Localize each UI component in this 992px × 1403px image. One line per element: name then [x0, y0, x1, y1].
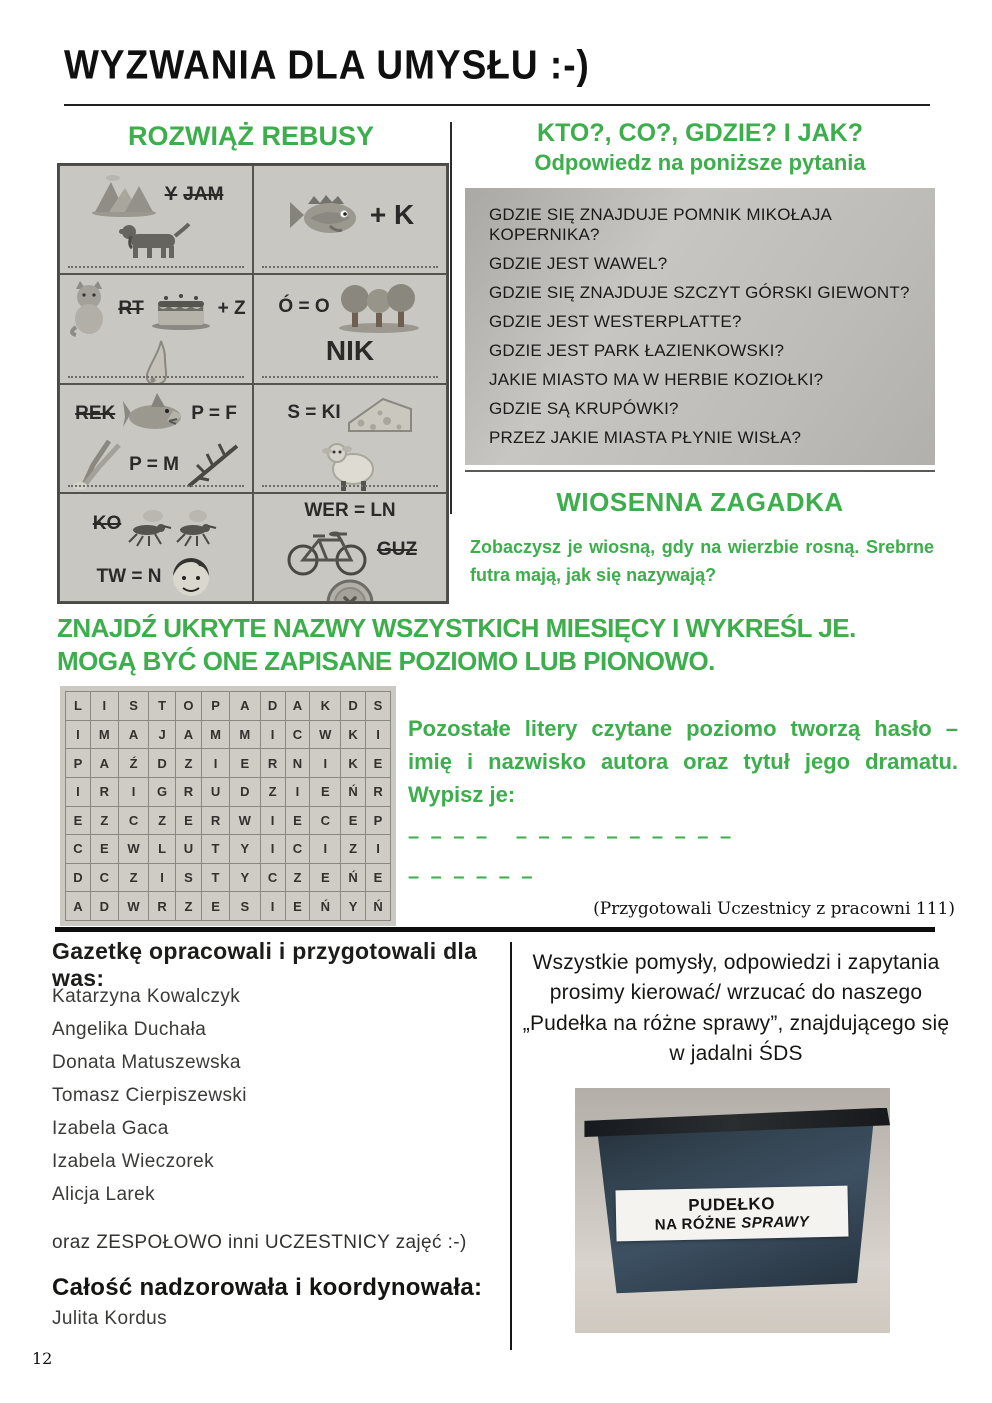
question-item: GDZIE JEST WESTERPLATTE? — [489, 311, 742, 331]
wordsearch-letter: Y — [341, 892, 366, 921]
wordsearch-letter: I — [202, 749, 230, 778]
wordsearch-letter: Ń — [310, 892, 341, 921]
wordsearch-letter: I — [285, 777, 310, 806]
wordsearch-letter: C — [285, 835, 310, 864]
wordsearch-letter: U — [202, 777, 230, 806]
footer-divider — [55, 927, 935, 932]
wordsearch-letter: Y — [229, 863, 260, 892]
rebus-text: Ó = O — [278, 296, 330, 318]
wordsearch-letter: P — [366, 806, 391, 835]
rebus-cell-3-left — [59, 384, 253, 493]
box-label — [615, 1186, 848, 1242]
rebus-text: + K — [369, 198, 415, 230]
wordsearch-letter: Ń — [341, 863, 366, 892]
shark-icon — [121, 391, 185, 437]
riddle-title: WIOSENNA ZAGADKA — [556, 487, 844, 517]
page-title: WYZWANIA DLA UMYSŁU :-) — [64, 42, 590, 88]
wordsearch-letter: E — [285, 892, 310, 921]
wordsearch-letter: E — [202, 892, 230, 921]
cake-icon — [150, 287, 212, 331]
wordsearch-letter: P — [66, 749, 91, 778]
wordsearch-letter: P — [202, 692, 230, 721]
wordsearch-letter: K — [341, 749, 366, 778]
bicycle-icon — [283, 524, 371, 576]
wordsearch-letter: D — [260, 692, 285, 721]
credit-name: Izabela Wieczorek — [52, 1151, 215, 1172]
rebus-text: WER = LN — [304, 499, 396, 521]
question-item: GDZIE SIĘ ZNAJDUJE SZCZYT GÓRSKI GIEWONT? — [489, 282, 910, 302]
wordsearch-letter: T — [149, 692, 175, 721]
wordsearch-letter: G — [149, 777, 175, 806]
face-icon — [167, 550, 215, 602]
rebus-answer-line — [262, 376, 438, 378]
coordinator-name: Julita Kordus — [52, 1308, 168, 1329]
cat-icon — [66, 281, 112, 337]
wordsearch-letter: Z — [175, 892, 201, 921]
wordsearch-letter: E — [285, 806, 310, 835]
rebus-answer-line — [68, 376, 244, 378]
ideas-box-photo — [575, 1088, 890, 1333]
wordsearch-letter: E — [341, 806, 366, 835]
wordsearch-letter: A — [118, 720, 149, 749]
title-divider — [64, 104, 930, 106]
wordsearch-letter: L — [66, 692, 91, 721]
rebus-text: + Z — [217, 298, 246, 320]
answer-blank-line-1: – – – – – – – – – – – – – – — [408, 826, 735, 848]
rebus-answer-line — [262, 266, 438, 268]
wordsearch-letter: Ź — [118, 749, 149, 778]
branch-icon — [185, 440, 243, 490]
wordsearch-letter: C — [260, 863, 285, 892]
wordsearch-letter: M — [90, 720, 118, 749]
wordsearch-letter: M — [229, 720, 260, 749]
rebus-grid — [57, 163, 449, 604]
wordsearch-letter: I — [66, 777, 91, 806]
wordsearch-letter: I — [260, 720, 285, 749]
wordsearch-heading-line2: MOGĄ BYĆ ONE ZAPISANE POZIOMO LUB PIONOWO. — [57, 646, 715, 676]
wordsearch-letter: C — [285, 720, 310, 749]
wordsearch-row — [66, 892, 391, 921]
wordsearch-letter: W — [118, 835, 149, 864]
wordsearch-letter: E — [310, 777, 341, 806]
wordsearch-letter: D — [149, 749, 175, 778]
wordsearch-letter: I — [66, 720, 91, 749]
box-label-line2 — [620, 1213, 844, 1235]
wordsearch-row — [66, 863, 391, 892]
credit-name: Katarzyna Kowalczyk — [52, 986, 241, 1007]
credits-heading: Gazetkę opracowali i przygotowali dla was: — [52, 938, 478, 991]
column-divider — [450, 122, 452, 514]
wordsearch-letter: D — [341, 692, 366, 721]
rebus-cell-3-right — [253, 384, 447, 493]
wordsearch-letter: E — [310, 863, 341, 892]
wordsearch-letter: O — [175, 692, 201, 721]
wordsearch-letter: T — [202, 863, 230, 892]
wordsearch-letter: D — [229, 777, 260, 806]
wordsearch-letter: I — [366, 835, 391, 864]
wordsearch-letter: I — [260, 835, 285, 864]
wordsearch-letter: W — [310, 720, 341, 749]
workshop-credit: (Przygotowali Uczestnicy z pracowni 111) — [593, 899, 955, 919]
mountains-icon — [89, 172, 159, 218]
fish-icon — [286, 190, 364, 240]
rebus-text: TW = N — [96, 565, 162, 587]
rebus-struck-text: JAM — [183, 184, 224, 205]
wordsearch-letter: S — [366, 692, 391, 721]
wordsearch-letter: Z — [341, 835, 366, 864]
question-item: PRZEZ JAKIE MIASTA PŁYNIE WISŁA? — [489, 428, 802, 448]
wordsearch-letter: E — [175, 806, 201, 835]
rebus-text: P = M — [129, 453, 179, 475]
credit-name: Alicja Larek — [52, 1184, 156, 1205]
questions-subtitle: Odpowiedz na poniższe pytania — [534, 150, 866, 175]
question-item: GDZIE SIĘ ZNAJDUJE POMNIK MIKOŁAJA KOPERNIKA? — [489, 204, 832, 244]
wordsearch-letter: N — [285, 749, 310, 778]
rebus-struck-text: RT — [118, 298, 144, 320]
wordsearch-letter: E — [66, 806, 91, 835]
button-icon — [325, 578, 375, 602]
wordsearch-row — [66, 835, 391, 864]
wordsearch-letter: Z — [90, 806, 118, 835]
wordsearch-letter: A — [229, 692, 260, 721]
coordinator-heading: Całość nadzorowała i koordynowała: — [52, 1274, 483, 1301]
question-item: GDZIE JEST WAWEL? — [489, 253, 668, 273]
cheese-icon — [347, 391, 413, 435]
wordsearch-letter: E — [366, 749, 391, 778]
wordsearch-letter: Z — [118, 863, 149, 892]
wordsearch-letter: A — [285, 692, 310, 721]
wordsearch-letter: R — [366, 777, 391, 806]
credits-name-list — [52, 980, 492, 1211]
wordsearch-letter: C — [66, 835, 91, 864]
questions-title: KTO?, CO?, GDZIE? I JAK? — [537, 119, 863, 147]
wordsearch-letter: A — [175, 720, 201, 749]
team-note: oraz ZESPOŁOWO inni UCZESTNICY zajęć :-) — [52, 1232, 467, 1253]
rebus-struck-text: KO — [92, 512, 122, 534]
rebus-cell-4-right — [253, 493, 447, 602]
wordsearch-side-text: Pozostałe litery czytane poziomo tworzą hasło – imię i nazwisko autora oraz tytuł jego dramatu. Wypisz je: — [408, 716, 958, 807]
rebus-answer-line — [68, 266, 244, 268]
wordsearch-letter: C — [118, 806, 149, 835]
wordsearch-letter: K — [310, 692, 341, 721]
wordsearch-letter: Y — [229, 835, 260, 864]
wordsearch-letter: Z — [285, 863, 310, 892]
wordsearch-letter: I — [366, 720, 391, 749]
mosquitoes-icon — [127, 500, 219, 548]
wordsearch-letter: C — [90, 863, 118, 892]
rebus-text: P = F — [191, 402, 237, 424]
rebus-cell-4-left — [59, 493, 253, 602]
wordsearch-letter: W — [118, 892, 149, 921]
rebus-cell-2-right — [253, 274, 447, 383]
rebus-cell-2-left — [59, 274, 253, 383]
dachshund-icon — [117, 220, 195, 262]
wordsearch-letter: R — [260, 749, 285, 778]
question-item: JAKIE MIASTO MA W HERBIE KOZIOŁKI? — [489, 370, 824, 390]
box-label-line2-regular: NA RÓŻNE — [654, 1215, 742, 1235]
wordsearch-letter: U — [175, 835, 201, 864]
question-item: GDZIE SĄ KRUPÓWKI? — [489, 399, 679, 419]
wordsearch-letter: S — [229, 892, 260, 921]
wordsearch-letter: I — [149, 863, 175, 892]
wordsearch-letter: E — [90, 835, 118, 864]
rebus-answer-line — [262, 485, 438, 487]
trees-icon — [336, 281, 422, 333]
wordsearch-letter: M — [202, 720, 230, 749]
wordsearch-letter: W — [229, 806, 260, 835]
wordsearch-letter: R — [175, 777, 201, 806]
wordsearch-letter: I — [90, 692, 118, 721]
wordsearch-letter: E — [366, 863, 391, 892]
rebus-text: NIK — [325, 335, 375, 367]
leek-icon — [69, 439, 123, 491]
wordsearch-letter: I — [260, 892, 285, 921]
wordsearch-row — [66, 692, 391, 721]
wordsearch-letter: S — [118, 692, 149, 721]
questions-list — [465, 188, 935, 465]
box-label-line1: PUDEŁKO — [688, 1194, 776, 1216]
section-divider — [465, 470, 935, 472]
wordsearch-letter: Z — [175, 749, 201, 778]
rebus-text: S = KI — [287, 401, 341, 423]
credit-name: Donata Matuszewska — [52, 1052, 241, 1073]
credit-name: Tomasz Cierpiszewski — [52, 1085, 247, 1106]
wordsearch-letter: D — [90, 892, 118, 921]
answer-blank-line-2: – – – – – – — [408, 866, 536, 888]
credit-name: Izabela Gaca — [52, 1118, 169, 1139]
wordsearch-letter: A — [66, 892, 91, 921]
wordsearch-letter: J — [149, 720, 175, 749]
wordsearch-letter: I — [118, 777, 149, 806]
wordsearch-letter: R — [202, 806, 230, 835]
wordsearch-letter: A — [90, 749, 118, 778]
question-item: GDZIE JEST PARK ŁAZIENKOWSKI? — [489, 341, 785, 361]
wordsearch-heading-line1: ZNAJDŹ UKRYTE NAZWY WSZYSTKICH MIESIĘCY I WYKREŚL JE. — [57, 613, 856, 643]
credit-name: Angelika Duchała — [52, 1019, 207, 1040]
rebus-struck-text: GUZ — [376, 538, 418, 560]
wordsearch-letter: L — [149, 835, 175, 864]
rebus-struck-text: REK — [75, 402, 116, 424]
rebus-struck-text: Y — [164, 184, 178, 205]
page-number: 12 — [32, 1349, 53, 1368]
wordsearch-letter: R — [149, 892, 175, 921]
wordsearch-grid — [60, 686, 396, 926]
rebus-cell-1-left — [59, 165, 253, 274]
wordsearch-letter: S — [175, 863, 201, 892]
wordsearch-letter: D — [66, 863, 91, 892]
rebus-answer-line — [68, 485, 244, 487]
wordsearch-letter: R — [90, 777, 118, 806]
bottom-column-divider — [510, 942, 512, 1350]
wordsearch-letter: Ń — [341, 777, 366, 806]
wordsearch-row — [66, 777, 391, 806]
wordsearch-letter: I — [260, 806, 285, 835]
ideas-box-text: Wszystkie pomysły, odpowiedzi i zapytania prosimy kierować/ wrzucać do naszego „Pudełka na różne sprawy”, znajdującego się w jadalni ŚDS — [522, 951, 950, 1066]
riddle-text: Zobaczysz je wiosną, gdy na wierzbie rosną. Srebrne futra mają, jak się nazywają? — [470, 537, 934, 585]
wordsearch-letter: I — [310, 749, 341, 778]
wordsearch-letter: K — [341, 720, 366, 749]
wordsearch-letter: Ń — [366, 892, 391, 921]
rebus-section-title: ROZWIĄŻ REBUSY — [128, 121, 374, 151]
wordsearch-row — [66, 806, 391, 835]
wordsearch-letter: Z — [260, 777, 285, 806]
wordsearch-letter: T — [202, 835, 230, 864]
wordsearch-row — [66, 720, 391, 749]
wordsearch-row — [66, 749, 391, 778]
wordsearch-letter: C — [310, 806, 341, 835]
wordsearch-letter: Z — [149, 806, 175, 835]
wordsearch-letter: I — [310, 835, 341, 864]
wordsearch-letter: E — [229, 749, 260, 778]
wordsearch-table — [65, 691, 391, 921]
box-label-line2-italic: SPRAWY — [740, 1213, 810, 1233]
rebus-cell-1-right — [253, 165, 447, 274]
